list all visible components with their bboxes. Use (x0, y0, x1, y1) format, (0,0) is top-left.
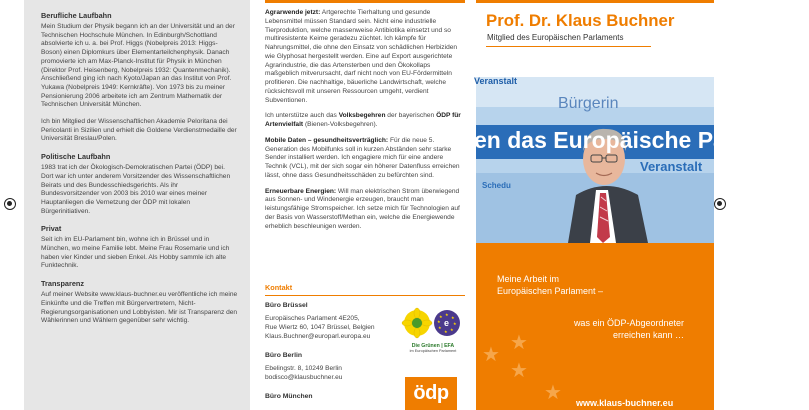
transparency-paragraph: Auf meiner Website www.klaus-buchner.eu veröffentliche ich meine Einkünfte und die Treffen mit Bürgervertretern, Nicht-Regierungsorganisationen und Lobbyisten. Mir ist Transparenz den Wählerinnen und Wählern gegenüber sehr wichtig. (41, 291, 238, 325)
banner-word: en das Europäische Parlament (474, 127, 809, 153)
registration-mark-left (4, 198, 16, 210)
heading-private: Privat (41, 224, 62, 234)
banner-word-veranstaltung (640, 159, 702, 174)
star-icon: ★ (510, 360, 528, 382)
portrait-photo (474, 76, 809, 243)
odp-logo: ödp (405, 377, 457, 410)
svg-text:★: ★ (438, 325, 442, 330)
svg-text:★: ★ (453, 321, 457, 326)
svg-text:e: e (444, 318, 450, 328)
star-icon: ★ (482, 344, 500, 366)
statement-line-3: was ein ÖDP-Abgeordneter (573, 318, 684, 328)
title-underline (486, 46, 651, 47)
policy-body: Will man elektrischen Strom überwiegend aus Sonnen- und Windenergie erzeugen, braucht man leistungsfähige Stromspeicher. Ich setze mich für Technologien auf der Basis von Wasserstoff/Methan ein, welche die Energiewende erheblich beschleunigen werden. (265, 187, 460, 230)
statement-line-1: Meine Arbeit im (497, 274, 560, 284)
policy-column (265, 0, 465, 410)
top-accent-rule (476, 0, 714, 3)
cover-column (474, 0, 809, 410)
political-paragraph: 1983 trat ich der Ökologisch-Demokratischen Partei (ÖDP) bei. Dort war ich unter anderem Vorsitzender des Wissenschaftlichen Beirats und des Bundesschiedsgerichts. Als ihr Bundesvorsitzender von 2003 bis 2010 war eines meiner Hauptanliegen die Vernetzung der ÖDP mit lokalen Bürgerinitiativen. (41, 164, 231, 215)
registration-mark-right (714, 198, 726, 210)
policy-agrarwende (265, 9, 461, 105)
policy-lead: ÖDP für Artenvielfalt (265, 112, 461, 128)
greens-logo-graphic (401, 306, 465, 342)
svg-text:★: ★ (451, 315, 455, 320)
policy-text (265, 9, 461, 238)
greens-logo-name: Die Grünen | EFA (411, 343, 455, 349)
heading-political-career: Politische Laufbahn (41, 152, 111, 162)
svg-text:★: ★ (445, 312, 449, 317)
banner-word: Veranstalt (640, 159, 703, 174)
statement-line-4: erreichen kann … (612, 330, 684, 340)
policy-mobile-data (265, 137, 461, 181)
heading-transparency: Transparenz (41, 279, 84, 289)
policy-body: (Bienen-Volksbegehren). (303, 121, 378, 128)
policy-body: der bayerischen (385, 112, 437, 120)
banner-word-veranstaltung-top (474, 76, 517, 86)
career-paragraph-1: Mein Studium der Physik begann ich an der Universität und an der Technischen Hochschule München. In Edinburgh/Schottland absolvierte ich u. a. bei Prof. Higgs (Nobelpreis 2013: Higgs-Boson) einen Diplomkurs über Elementarteilchenphysik. Danach promovierte ich am Max-Planck-Institut für Physik in München (Direktor Prof. Heisenberg, Nobelpreis 1932: Quantenmechanik). Anschließend ging ich nach Kyoto/Japan an das Institut von Prof. Yukawa (Nobelpreis 1949: Kernkräfte). Von 1973 bis zu meiner Pensionierung 2006 arbeitete ich am Zentrum Mathematik der Technischen Universität München. (41, 23, 235, 109)
greens-logo-subtitle: im Europäischen Parlament (409, 349, 457, 353)
biography-column (24, 0, 250, 410)
office-brussels-address-2: Rue Wiertz 60, 1047 Brüssel, Belgien (265, 324, 375, 331)
office-berlin-email[interactable]: bodisco@klausbuchner.eu (265, 374, 343, 381)
statement-line-2: Europäischen Parlament – (497, 286, 604, 296)
office-brussels-email[interactable]: Klaus.Buchner@europarl.europa.eu (265, 333, 371, 340)
banner-word: Veranstalt (474, 76, 518, 86)
policy-lead: Erneuerbare Energien: (265, 187, 337, 195)
website-link[interactable]: www.klaus-buchner.eu (576, 398, 674, 408)
svg-text:★: ★ (444, 329, 448, 334)
policy-body: Für die neue 5. Generation des Mobilfunks soll in kurzen Abständen sehr starke Sender installiert werden. Ich engagiere mich für eine andere Technik (VCL), mit der sich sogar ein höherer Datenfluss erreichen lässt, ohne dass Gesundheitsschäden zu befürchten sind. (265, 136, 460, 179)
banner-word-buerger (558, 95, 618, 113)
policy-body: Artgerechte Tierhaltung und gesunde Lebensmittel müssen Standard sein. Nicht eine industrielle Tierproduktion, welche massenweise Antibiotika einsetzt und so multiresistente Keime geradezu züchtet. Ich kämpfe für Nahrungsmittel, die ohne den Einsatz von schädlichen Herbiziden wie Glyphosat hergestellt werden. Eine auf Export ausgerichtete Agrarindustrie, die das Artensterben und den Ökokollaps maßgeblich mitverursacht, darf nicht noch von EU-Fördermitteln profitieren. Die nachhaltige, bäuerliche Landwirtschaft, welche rücksichtsvoll mit unseren Ressourcen umgeht, verdient Subventionen. (265, 9, 458, 104)
svg-text:★: ★ (437, 319, 441, 324)
candidate-name: Prof. Dr. Klaus Buchner (486, 11, 675, 30)
banner-word-schedule (482, 181, 511, 190)
office-munich-heading: Büro München (265, 393, 313, 400)
star-icon: ★ (510, 332, 528, 354)
policy-lead: Agrarwende jetzt: (265, 9, 321, 16)
banner-word: Bürgerin (558, 95, 619, 112)
statement-panel (476, 243, 714, 410)
career-paragraph-2: Ich bin Mitglied der Wissenschaftlichen Akademie Peloritana dei Pericolanti in Sizilien und erhielt die Goldene Verdienstmedaille der Universität Breslau/Polen. (41, 118, 237, 143)
svg-text:★: ★ (439, 314, 443, 319)
office-brussels-heading: Büro Brüssel (265, 302, 308, 309)
greens-efa-logo (401, 306, 465, 356)
banner-main-text (474, 127, 809, 154)
candidate-subtitle: Mitglied des Europäischen Parlaments (487, 33, 624, 42)
office-berlin-heading: Büro Berlin (265, 352, 303, 359)
svg-text:★: ★ (450, 327, 454, 332)
policy-renewables (265, 188, 461, 232)
contact-heading: Kontakt (265, 283, 293, 292)
top-accent-rule (265, 0, 465, 3)
heading-career: Berufliche Laufbahn (41, 11, 112, 20)
banner-word: Schedu (482, 181, 511, 190)
private-paragraph: Seit ich im EU-Parlament bin, wohne ich in Brüssel und in München, wo meine Familie lebt. Meine Frau Rosemarie und ich haben vier Kinder und sieben Enkel. Als Hobby sammle ich alte Funktechnik. (41, 236, 230, 270)
star-icon: ★ (544, 382, 562, 404)
policy-body: Ich unterstütze auch das (265, 112, 339, 120)
contact-rule (265, 295, 465, 296)
office-berlin-address: Ebelingstr. 8, 10249 Berlin (265, 365, 342, 372)
office-brussels-address-1: Europäisches Parlament 4E205, (265, 315, 360, 322)
policy-lead: Volksbegehren (338, 112, 386, 120)
policy-lead: Mobile Daten – gesundheitsverträglich: (265, 136, 389, 144)
policy-volksbegehren (265, 112, 461, 130)
